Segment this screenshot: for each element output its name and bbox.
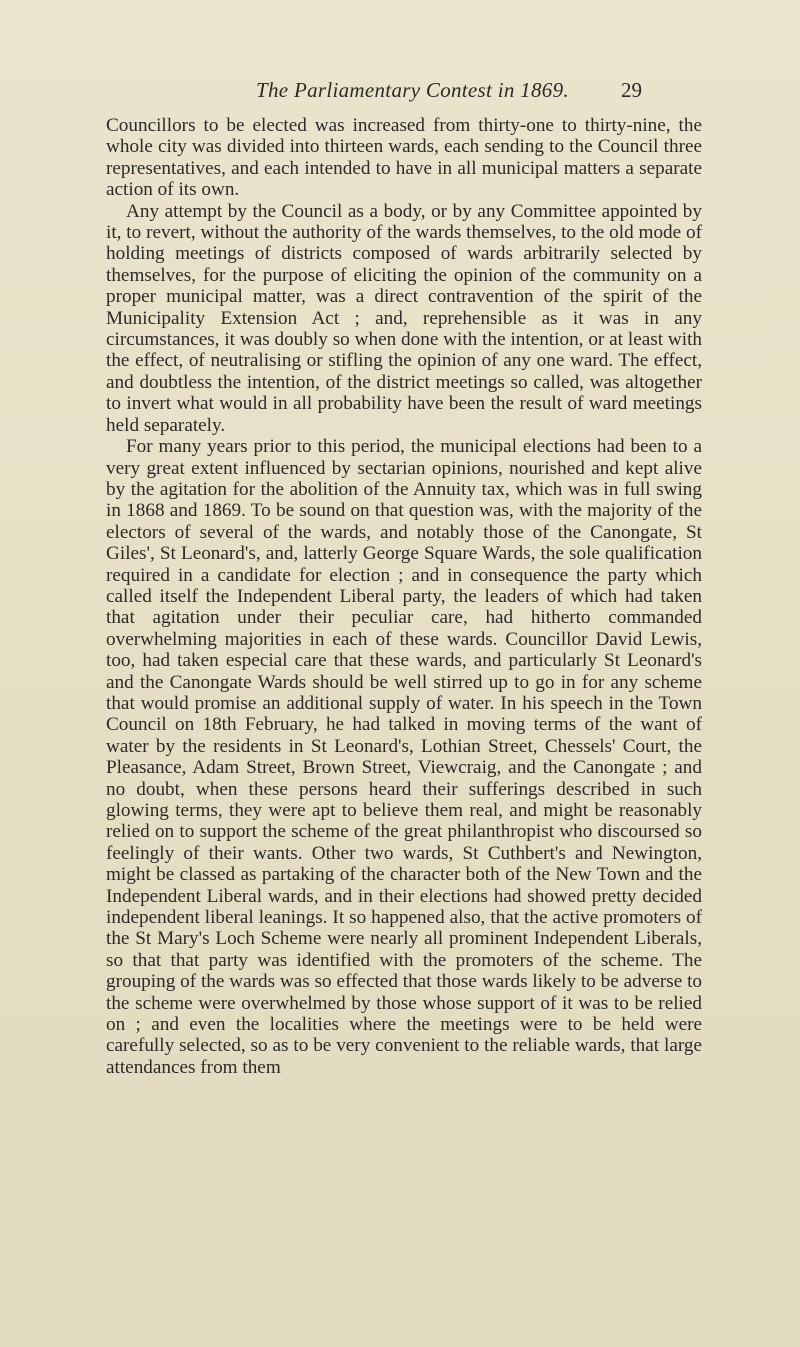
paragraph-2: Any attempt by the Council as a body, or by any Committee appointed by it, to revert, without the authority of the wards themselves, to the old mode of holding meetings of districts composed of wards arbitrarily selected by themselves, for the purpose of eliciting the opinion of the community on a proper municipal matter, was a direct contravention of the spirit of the Municipality Extension Act ; and, reprehensible as it was in any circumstances, it was doubly so when done with the intention, or at least with the effect, of neutralising or stifling the opinion of any one ward. The effect, and doubtless the intention, of the district meetings so called, was altogether to invert what would in all probability have been the result of ward meetings held separately. [106, 200, 702, 436]
paragraph-3: For many years prior to this period, the municipal elections had been to a very great extent influenced by sectarian opinions, nourished and kept alive by the agitation for the abolition of the Annuity tax, which was in full swing in 1868 and 1869. To be sound on that question was, with the majority of the electors of several of the wards, and notably those of the Canongate, St Giles', St Leonard's, and, latterly George Square Wards, the sole qualification required in a candidate for election ; and in consequence the party which called itself the Independent Liberal party, the leaders of which had taken that agitation under their peculiar care, had hitherto commanded overwhelming majorities in each of these wards. Councillor David Lewis, too, had taken especial care that these wards, and particularly St Leonard's and the Canongate Wards should be well stirred up to go in for any scheme that would promise an additional supply of water. In his speech in the Town Council on 18th February, he had talked in moving terms of the want of water by the residents in St Leonard's, Lothian Street, Chessels' Court, the Pleasance, Adam Street, Brown Street, Viewcraig, and the Canongate ; and no doubt, when these persons heard their sufferings described in such glowing terms, they were apt to believe them real, and might be reasonably relied on to support the scheme of the great philanthropist who discoursed so feelingly of their wants. Other two wards, St Cuthbert's and Newington, might be classed as partaking of the character both of the New Town and the Independent Liberal wards, and in their elections had showed pretty decided independent liberal leanings. It so happened also, that the active promoters of the St Mary's Loch Scheme were nearly all prominent Independent Liberals, so that that party was identified with the promoters of the scheme. The grouping of the wards was so effected that those wards likely to be adverse to the scheme were overwhelmed by those whose support of it was to be relied on ; and even the localities where the meetings were to be held were carefully selected, so as to be very convenient to the reliable wards, that large attendances from them [106, 436, 702, 1078]
page-number: 29 [621, 78, 642, 102]
running-title: The Parliamentary Contest in 1869. [256, 78, 569, 102]
paragraph-1: Councillors to be elected was increased from thirty-one to thirty-nine, the whole city was divided into thirteen wards, each sending to the Council three representatives, and each intended to have in all municipal matters a separate action of its own. [106, 115, 702, 201]
body-text [106, 115, 702, 1078]
running-header [0, 78, 800, 102]
